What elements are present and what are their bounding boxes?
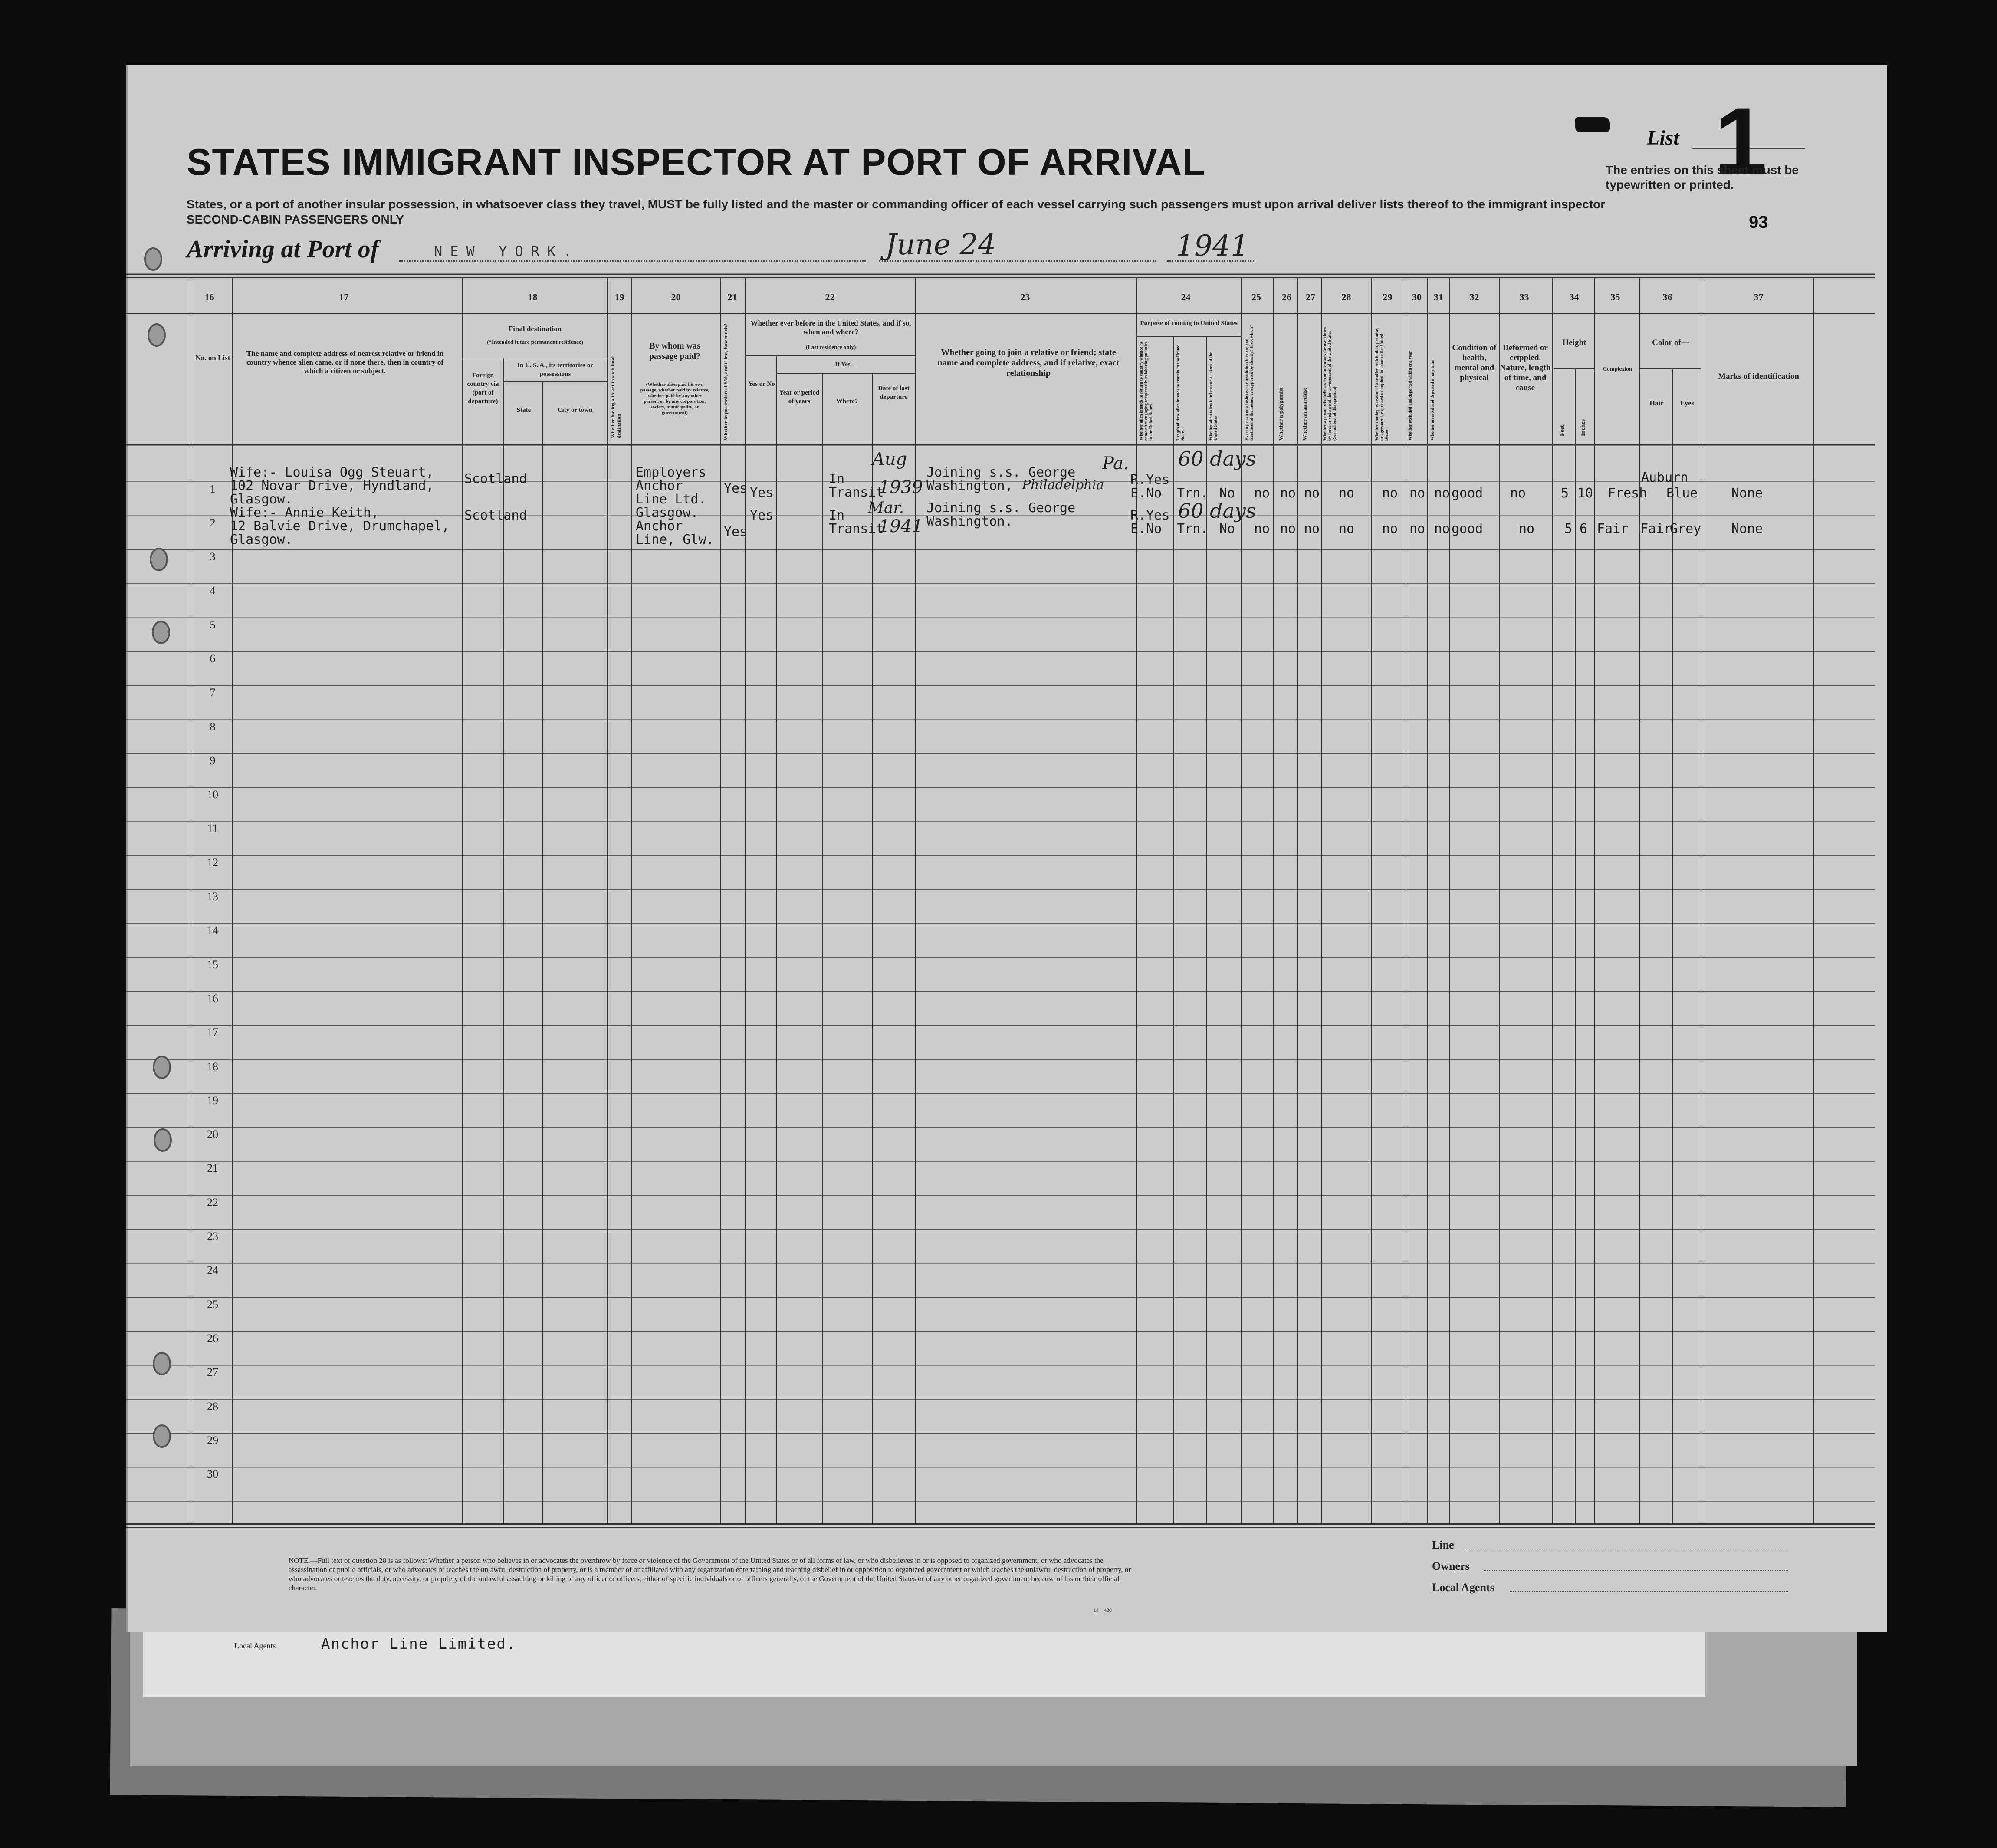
port-value: NEW YORK. xyxy=(434,243,580,260)
passage-paid-by: Line, Glw. xyxy=(636,532,714,547)
departure-month: Aug xyxy=(872,449,907,469)
header-arrested: Whether arrested and deported at any time xyxy=(1430,360,1435,441)
owners-field[interactable] xyxy=(1484,1570,1788,1571)
row-number: 19 xyxy=(207,1094,218,1107)
header-city: City or town xyxy=(557,407,593,414)
row-number: 17 xyxy=(207,1026,218,1039)
header-state: State xyxy=(516,407,531,414)
header-feet: Feet xyxy=(1559,425,1566,436)
header-ticket: Whether having a ticket to such final destination xyxy=(610,356,622,438)
row-number: 16 xyxy=(207,992,218,1005)
header-excluded: Whether excluded and deported within one year xyxy=(1408,351,1413,441)
row-number: 20 xyxy=(207,1128,218,1141)
row-number: 3 xyxy=(210,550,216,563)
row-number: 13 xyxy=(207,890,218,903)
header-purpose-length: Length of time alien intends to remain in the United States xyxy=(1176,344,1186,441)
health: good xyxy=(1452,486,1483,501)
row-number: 24 xyxy=(207,1264,218,1277)
relative-address: Wife:- Annie Keith, xyxy=(230,505,379,520)
row-number: 7 xyxy=(210,686,216,699)
purpose-return: R.Yes xyxy=(1130,472,1170,487)
deformed: no xyxy=(1519,521,1535,536)
c31: no xyxy=(1434,486,1450,501)
row-number: 30 xyxy=(207,1468,218,1481)
where-before: In xyxy=(829,471,845,487)
header-overthrow: Whether a person who believes in or advocates the overthrow by force or violence of the Government of the United States (See full text of this question) xyxy=(1323,327,1337,441)
arrival-date: June 24 xyxy=(885,228,996,261)
purpose-citizen: No xyxy=(1219,486,1235,501)
purpose-return: R.Yes xyxy=(1130,508,1170,523)
agents-field[interactable] xyxy=(1510,1591,1788,1592)
relative-address: Glasgow. xyxy=(230,532,293,547)
binder-hole xyxy=(154,1128,172,1152)
c27: no xyxy=(1304,521,1320,536)
col-number: 27 xyxy=(1306,292,1315,303)
row-number: 18 xyxy=(207,1060,218,1073)
c29: no xyxy=(1382,486,1398,501)
ever-before: Yes xyxy=(750,508,774,523)
c27: no xyxy=(1304,486,1320,501)
col-number: 24 xyxy=(1181,292,1191,303)
joining-relative: Joining s.s. George xyxy=(926,500,1076,516)
eyes: Grey xyxy=(1670,521,1701,536)
strip-agents-label: Local Agents xyxy=(234,1641,276,1650)
complexion: Fair xyxy=(1597,521,1629,536)
header-passage-paid-sub: (Whether alien paid his own passage, whether paid by relative, whether paid by any other person, or by any corporation, society, municipality, or government) xyxy=(640,382,709,415)
col-number: 36 xyxy=(1662,292,1672,303)
header-no-on-list: No. on List xyxy=(195,354,230,362)
fifty-dollars: Yes xyxy=(724,524,748,539)
departure-year: 1939 xyxy=(879,477,923,497)
binder-hole xyxy=(153,1056,171,1079)
col-number: 33 xyxy=(1519,292,1529,303)
row-number: 4 xyxy=(210,584,216,597)
header-relative: The name and complete address of nearest relative or friend in country whence alien came, or if none there, then in country of which a citizen or subject. xyxy=(246,349,444,375)
header-final-destination-sub: (*Intended future permanent residence) xyxy=(487,339,583,345)
purpose-return: E.No xyxy=(1130,521,1162,536)
strip-agents-value: Anchor Line Limited. xyxy=(321,1635,516,1653)
row-number: 22 xyxy=(207,1196,218,1209)
complexion: Fresh xyxy=(1608,486,1647,501)
row-number: 6 xyxy=(210,652,216,665)
agents-label: Local Agents xyxy=(1432,1581,1494,1594)
height-inches: 6 xyxy=(1580,521,1588,536)
header-health: Condition of health, mental and physical xyxy=(1452,343,1497,382)
header-complexion: Complexion xyxy=(1603,365,1632,372)
header-join-relative: Whether going to join a relative or friend; state name and complete address, and if relative, exact relationship xyxy=(937,348,1120,378)
col-number: 30 xyxy=(1412,292,1422,303)
port-line xyxy=(399,260,866,262)
header-if-yes: If Yes— xyxy=(835,361,857,368)
row-number: 14 xyxy=(207,924,218,937)
col-number: 26 xyxy=(1282,292,1291,303)
entries-note: The entries on this sheet must be typewritten or printed. xyxy=(1606,163,1799,191)
c29: no xyxy=(1382,521,1398,536)
purpose-length-hand: 60 days xyxy=(1178,447,1256,470)
row-number: 27 xyxy=(207,1366,218,1379)
c30: no xyxy=(1409,486,1425,501)
header-purpose-citizen: Whether alien intends to become a citizen of the United States xyxy=(1209,352,1218,441)
header-polygamist: Whether a polygamist xyxy=(1278,387,1284,441)
row-number: 23 xyxy=(207,1230,218,1243)
joining-relative: Washington. xyxy=(926,514,1013,529)
col-number: 19 xyxy=(614,292,624,303)
joining-relative: Joining s.s. George xyxy=(926,465,1076,480)
row-number: 28 xyxy=(207,1400,218,1413)
header-prison: Ever in prison or almshouse, or institution for care and treatment of the insane, or supported by charity? If so, which? xyxy=(1245,325,1254,441)
col-number: 21 xyxy=(727,292,737,303)
where-before: Transit xyxy=(829,485,884,500)
joining-relative: Washington, xyxy=(926,478,1013,493)
fifty-dollars: Yes xyxy=(724,481,748,496)
header-height: Height xyxy=(1562,338,1586,347)
header-yes-or-no: Yes or No xyxy=(748,381,775,388)
row-number: 8 xyxy=(210,720,216,733)
form-subtitle: States, or a port of another insular possession, in whatsoever class they travel, MUST be fully listed and the master or commanding officer of each vessel carrying such passengers must upon arrival deliver lists thereof to the immigrant inspector xyxy=(187,197,1606,211)
c26: no xyxy=(1280,486,1296,501)
header-labor-offer: Whether coming by reason of any offer, solicitation, promise, or agreement, expressed or implied, to labor in the United States xyxy=(1375,328,1389,441)
row-number: 25 xyxy=(207,1298,218,1311)
cabin-class: SECOND-CABIN PASSENGERS ONLY xyxy=(187,213,404,226)
line-label: Line xyxy=(1432,1539,1454,1551)
passage-paid-by: Employers xyxy=(636,465,706,480)
col-number: 17 xyxy=(339,292,349,303)
question-28-note: NOTE.—Full text of question 28 is as follows: Whether a person who believes in or advocates the overthrow by force or violence of the Government of the United States or of all forms of law, or who disbelieves in or is opposed to organized government, or who advocates the assassination of public officials, or who advocates or teaches the unlawful destruction of property, or is a member of or affiliated with any organization entertaining and teaching disbelief in or opposition to organized government or which teaches the unlawful destruction of property, or who advocates or teaches the duty, necessity, or propriety of the unlawful assaulting or killing of any officer or officers, either of specific individuals or of officers generally, of the Government of the United States or of any other organized government because of his or their official character. xyxy=(289,1556,1131,1592)
col-number: 37 xyxy=(1754,292,1764,303)
deformed: no xyxy=(1510,486,1526,501)
passage-paid-by: Anchor xyxy=(636,478,683,493)
list-number: 1 xyxy=(1714,88,1767,194)
col-number: 31 xyxy=(1434,292,1443,303)
header-foreign-country: Foreign country via (port of departure) xyxy=(467,372,499,405)
row-number: 21 xyxy=(207,1162,218,1175)
relative-address: Glasgow. xyxy=(230,492,293,507)
header-inches: Inches xyxy=(1580,419,1586,436)
header-marks: Marks of identification xyxy=(1718,372,1799,381)
agents-strip xyxy=(156,1632,1701,1658)
c26: no xyxy=(1280,521,1296,536)
relative-address: 12 Balvie Drive, Drumchapel, xyxy=(230,519,450,534)
foreign-country-via: Scotland xyxy=(464,471,527,487)
joining-state: Pa. xyxy=(1102,454,1129,474)
ink-mark xyxy=(1575,117,1610,132)
hair: Auburn xyxy=(1641,470,1688,485)
header-before-in-us: Whether ever before in the United States, and if so, when and where? xyxy=(750,319,911,336)
purpose-return: E.No xyxy=(1130,486,1162,501)
port-label: Arriving at Port of xyxy=(187,235,379,263)
height-inches: 10 xyxy=(1577,486,1593,501)
row-number: 10 xyxy=(207,788,218,801)
hair: Fair xyxy=(1640,521,1672,536)
col-number: 18 xyxy=(528,292,538,303)
c28: no xyxy=(1339,486,1355,501)
health: good xyxy=(1452,521,1483,536)
row-number: 15 xyxy=(207,958,218,971)
header-purpose: Purpose of coming to United States xyxy=(1140,320,1238,327)
form-title: STATES IMMIGRANT INSPECTOR AT PORT OF ARRIVAL xyxy=(187,141,1205,183)
col-number: 32 xyxy=(1469,292,1479,303)
list-label: List xyxy=(1647,126,1679,149)
binder-hole xyxy=(144,247,162,271)
header-color-of: Color of— xyxy=(1652,338,1689,347)
header-years: Year or period of years xyxy=(779,389,820,405)
row-number: 29 xyxy=(207,1434,218,1447)
col-number: 22 xyxy=(825,292,835,303)
col-number: 29 xyxy=(1383,292,1393,303)
passage-paid-by: Line Ltd. xyxy=(636,492,706,507)
header-deformed: Deformed or crippled. Nature, length of time, and cause xyxy=(1500,343,1551,392)
relative-address: Wife:- Louisa Ogg Steuart, xyxy=(230,465,434,480)
joining-city: Philadelphia xyxy=(1022,477,1104,493)
header-date-departure: Date of last departure xyxy=(878,385,910,401)
purpose-length-hand: 60 days xyxy=(1178,499,1256,523)
sheet-number: 93 xyxy=(1749,213,1768,232)
where-before: In xyxy=(829,508,845,523)
relative-address: 102 Novar Drive, Hyndland, xyxy=(230,478,434,493)
col-number: 25 xyxy=(1251,292,1261,303)
col-number: 16 xyxy=(204,292,214,303)
passage-paid-by: Glasgow. xyxy=(636,505,699,520)
c28: no xyxy=(1339,521,1355,536)
header-purpose-return: Whether alien intends to return to country whence he came after engaging temporarily in laboring pursuits in the United States xyxy=(1139,341,1153,441)
form-code: 14—430 xyxy=(1094,1607,1112,1613)
header-in-usa: In U. S. A., its territories or possessions xyxy=(517,362,593,378)
row-number: 1 xyxy=(210,483,216,495)
header-passage-paid: By whom was passage paid? xyxy=(649,341,701,361)
c25: no xyxy=(1254,486,1270,501)
header-eyes: Eyes xyxy=(1680,400,1694,407)
header-hair: Hair xyxy=(1649,400,1664,407)
ever-before: Yes xyxy=(750,485,774,500)
binder-hole xyxy=(153,1352,171,1375)
height-feet: 5 xyxy=(1561,486,1569,501)
marks: None xyxy=(1731,486,1763,501)
passage-paid-by: Anchor xyxy=(636,519,683,534)
col-number: 23 xyxy=(1020,292,1030,303)
purpose-citizen: No xyxy=(1219,521,1235,536)
row-number: 26 xyxy=(207,1332,218,1345)
binder-hole xyxy=(150,548,168,571)
height-feet: 5 xyxy=(1564,521,1573,536)
arrival-year: 1941 xyxy=(1176,229,1249,263)
header-before-in-us-sub: (Last residence only) xyxy=(805,344,856,350)
c30: no xyxy=(1409,521,1425,536)
header-fifty-dollars: Whether in possession of $50, and if less, how much? xyxy=(723,323,729,441)
header-final-destination: Final destination xyxy=(508,325,562,333)
eyes: Blue xyxy=(1666,486,1698,501)
col-number: 28 xyxy=(1341,292,1351,303)
row-number: 5 xyxy=(210,618,216,631)
row-number: 12 xyxy=(207,856,218,869)
row-number: 9 xyxy=(210,754,216,767)
col-number: 34 xyxy=(1569,292,1579,303)
departure-year: 1941 xyxy=(879,516,923,536)
departure-month: Mar. xyxy=(868,499,904,517)
owners-label: Owners xyxy=(1432,1560,1470,1572)
where-before: Transit xyxy=(829,521,884,536)
binder-hole xyxy=(153,1424,171,1448)
purpose-length: Trn. xyxy=(1177,486,1209,501)
header-anarchist: Whether an anarchist xyxy=(1301,388,1308,441)
binder-hole xyxy=(148,323,166,347)
c31: no xyxy=(1434,521,1450,536)
purpose-length: Trn. xyxy=(1177,521,1209,536)
row-number: 2 xyxy=(210,516,216,529)
row-number: 11 xyxy=(207,822,218,835)
col-number: 35 xyxy=(1610,292,1620,303)
c25: no xyxy=(1254,521,1270,536)
col-number: 20 xyxy=(671,292,681,303)
foreign-country-via: Scotland xyxy=(464,508,527,523)
marks: None xyxy=(1731,521,1763,536)
binder-hole xyxy=(152,621,170,644)
header-where: Where? xyxy=(836,398,858,405)
